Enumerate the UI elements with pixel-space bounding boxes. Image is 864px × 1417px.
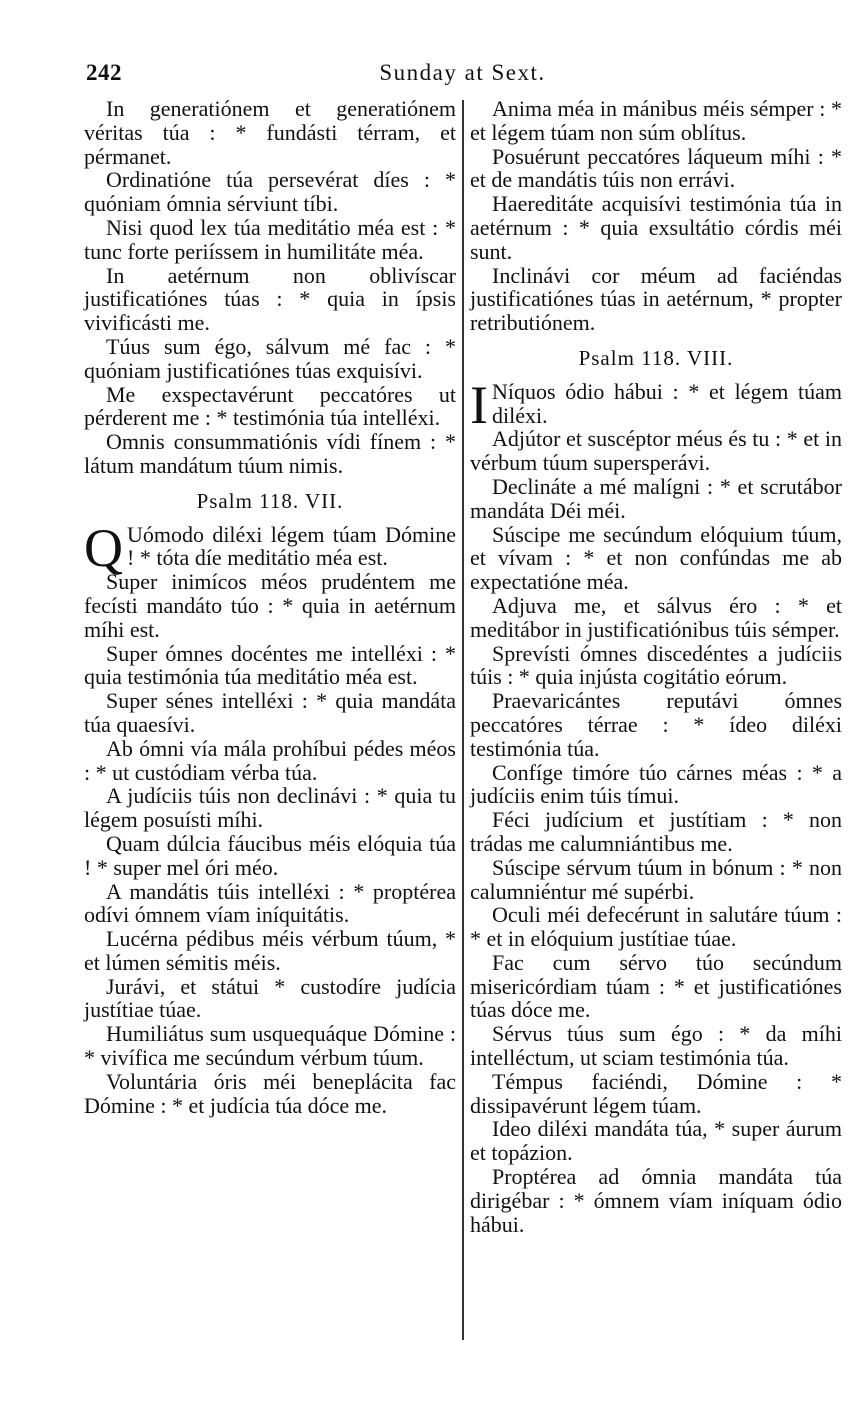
initial-verse-text: Níquos ódio hábui : * et légem túam diléxi. <box>491 378 842 428</box>
verse: Adjútor et suscéptor méus és tu : * et in vérbum túum supersperávi. <box>470 426 842 476</box>
right-column <box>470 97 842 1236</box>
psalm-heading: Psalm 118. VIII. <box>578 345 734 370</box>
verse: Ideo diléxi mandáta túa, * super áurum et topázion. <box>470 1116 842 1166</box>
initial-verse <box>84 517 456 578</box>
verse: Declináte a mé malígni : * et scrutábor mandáta Déi méi. <box>470 473 842 523</box>
verse: Témpus faciéndi, Dómine : * dissipavérunt légem túam. <box>470 1068 842 1118</box>
verse: Oculi méi defecérunt in salutáre túum : * et in elóquium justítiae túae. <box>470 902 842 952</box>
verse: A mandátis túis intelléxi : * proptérea odívi ómnem víam iníquitátis. <box>84 878 456 928</box>
verse: Sprevísti ómnes discedéntes a judíciis túis : * quia injústa cogitátio eórum. <box>470 640 842 690</box>
verse: Confíge timóre túo cárnes méas : * a judíciis enim túis tímui. <box>470 759 842 809</box>
verse: Súscipe me secúndum elóquium túum, et vívam : * et non confúndas me ab expectatióne méa. <box>470 521 842 595</box>
verse: A judíciis túis non declinávi : * quia tu légem posuísti míhi. <box>84 783 456 833</box>
running-title: Sunday at Sext. <box>379 60 546 85</box>
verse: Adjuva me, et sálvus éro : * et meditábor in justificatiónibus túis sémper. <box>470 592 842 642</box>
initial-verse-text: Uómodo diléxi légem túam Dómine ! * tóta díe meditátio méa est. <box>127 521 456 571</box>
drop-cap: Q <box>84 517 123 578</box>
verse: Ordinatióne túa persevérat díes : * quóniam ómnia sérviunt tíbi. <box>84 167 456 217</box>
drop-cap: I <box>470 374 488 435</box>
verse: In generatiónem et generatiónem véritas túa : * fundásti térram, et pérmanet. <box>84 96 456 169</box>
verse: Quam dúlcia fáucibus méis elóquia túa ! * super mel óri méo. <box>84 830 456 880</box>
column-divider <box>462 100 464 1340</box>
verse: Me exspectavérunt peccatóres ut pérderent me : * testimónia túa intelléxi. <box>84 381 456 431</box>
verse: Posuérunt peccatóres láqueum míhi : * et de mandátis túis non errávi. <box>470 143 842 193</box>
verse: Nisi quod lex túa meditátio méa est : * tunc forte periíssem in humilitáte méa. <box>84 214 456 264</box>
verse: Voluntária óris méi beneplácita fac Dómine : * et judícia túa dóce me. <box>84 1068 456 1118</box>
page-number: 242 <box>86 60 122 85</box>
verse: Super inimícos méos prudéntem me fecísti mandáto túo : * quia in aetérnum míhi est. <box>84 569 456 642</box>
verse: Haereditáte acquisívi testimónia túa in aetérnum : * quia exsultátio córdis méi sunt. <box>470 191 842 264</box>
verse: Jurávi, et státui * custodíre judícia justítiae túae. <box>84 973 456 1023</box>
verse: Proptérea ad ómnia mandáta túa dirigébar : * ómnem víam iníquam ódio hábui. <box>470 1164 842 1237</box>
verse: Praevaricántes reputávi ómnes peccatóres térrae : * ídeo diléxi testimónia túa. <box>470 688 842 761</box>
psalm-heading: Psalm 118. VII. <box>196 488 344 513</box>
verse: Fac cum sérvo túo secúndum misericórdiam túam : * et justificatiónes túas dóce me. <box>470 949 842 1023</box>
left-column <box>84 97 456 1117</box>
verse: Omnis consummatiónis vídi fínem : * látum mandátum túum nimis. <box>84 429 456 478</box>
verse: Humiliátus sum usquequáque Dómine : * vivífica me secúndum vérbum túum. <box>84 1021 456 1071</box>
verse: Túus sum égo, sálvum mé fac : * quóniam justificatiónes túas exquisívi. <box>84 333 456 383</box>
verse: Super ómnes docéntes me intelléxi : * quia testimónia túa meditátio méa est. <box>84 640 456 690</box>
page-header <box>86 60 839 100</box>
verse: Inclinávi cor méum ad faciéndas justificatiónes túas in aetérnum, * propter retributiónem. <box>470 262 842 336</box>
initial-verse <box>470 374 842 435</box>
verse: Lucérna pédibus méis vérbum túum, * et lúmen sémitis méis. <box>84 926 456 975</box>
verse: Sérvus túus sum égo : * da míhi intelléctum, ut sciam testimónia túa. <box>470 1021 842 1071</box>
verse: Ab ómni vía mála prohíbui pédes méos : * ut custódiam vérba túa. <box>84 735 456 785</box>
verse: Féci judícium et justítiam : * non trádas me calumniántibus me. <box>470 807 842 856</box>
verse: Anima méa in mánibus méis sémper : * et légem túam non súm oblítus. <box>470 96 842 145</box>
verse: In aetérnum non oblivíscar justificatiónes túas : * quia in ípsis vivificásti me. <box>84 262 456 336</box>
verse: Súscipe sérvum túum in bónum : * non calumniéntur mé supérbi. <box>470 854 842 904</box>
verse: Super sénes intelléxi : * quia mandáta túa quaesívi. <box>84 688 456 737</box>
